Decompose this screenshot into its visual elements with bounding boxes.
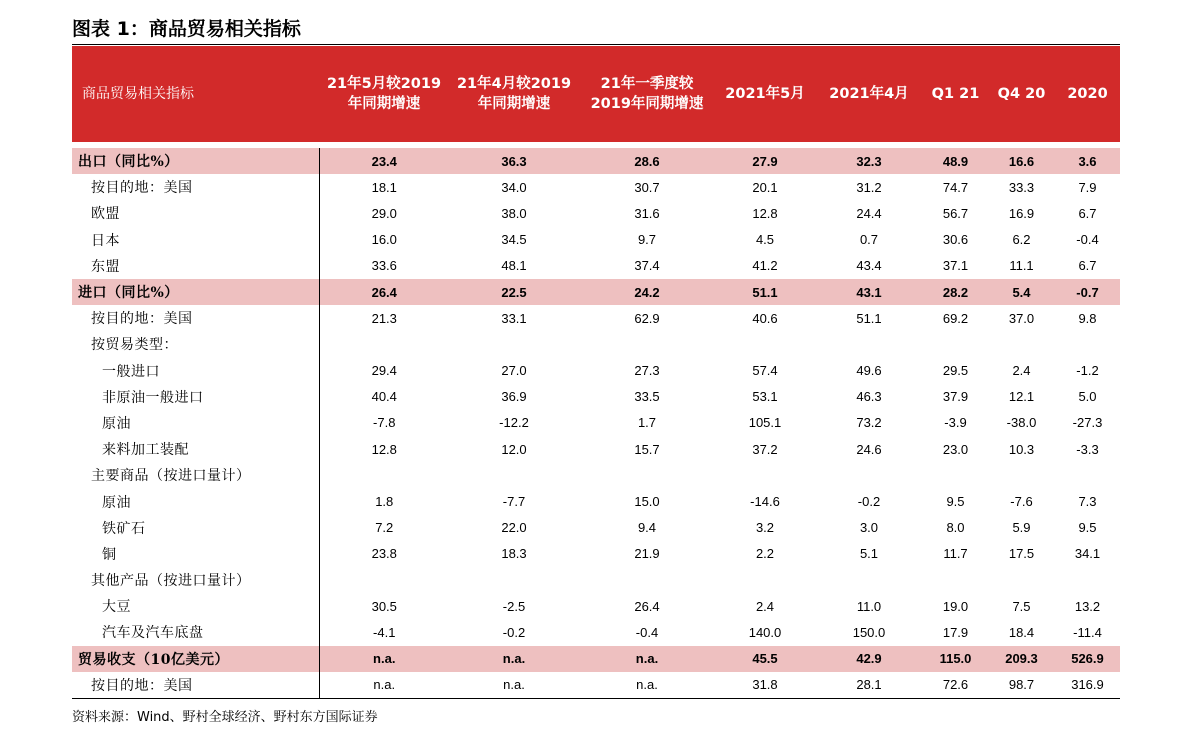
- row-label: 东盟: [91, 258, 120, 275]
- trade-indicators-table: [72, 46, 1120, 698]
- header-label: 商品贸易相关指标: [82, 86, 194, 102]
- header-col: 21年5月较2019 年同期增速: [326, 76, 442, 112]
- cell-value: 36.9: [501, 389, 527, 405]
- cell-value: -0.2: [502, 624, 526, 640]
- cell-value: 18.4: [1008, 624, 1035, 640]
- cell-value: 31.2: [856, 179, 882, 195]
- cell-value: 5.1: [859, 546, 879, 562]
- cell-value: 98.7: [1008, 677, 1035, 693]
- cell-value: 9.4: [637, 520, 657, 536]
- cell-value: 12.8: [752, 205, 778, 221]
- cell-value: -14.6: [750, 494, 780, 510]
- cell-value: 28.6: [634, 153, 660, 169]
- row-label: 大豆: [102, 599, 131, 616]
- table-row: [72, 227, 1120, 253]
- table-row: [72, 672, 1120, 698]
- table-row: [72, 541, 1120, 567]
- cell-value: 29.5: [942, 363, 969, 379]
- cell-value: [319, 567, 449, 593]
- cell-value: 40.4: [319, 384, 449, 410]
- cell-value: 3.6: [1078, 153, 1097, 169]
- cell-value: -27.3: [1072, 415, 1103, 431]
- cell-value: -0.4: [635, 624, 659, 640]
- cell-value: [1055, 331, 1120, 357]
- cell-value: 26.4: [634, 598, 660, 614]
- cell-value: 34.0: [501, 179, 527, 195]
- row-label: 铜: [102, 546, 117, 563]
- cell-value: -3.3: [1076, 441, 1099, 457]
- cell-value: 33.1: [501, 310, 527, 326]
- cell-value: [579, 462, 715, 488]
- cell-value: -0.7: [1076, 284, 1099, 300]
- cell-value: 12.1: [1008, 389, 1035, 405]
- cell-value: 5.4: [1012, 284, 1031, 300]
- row-label: 进口（同比%）: [78, 285, 179, 302]
- cell-value: 37.1: [942, 258, 969, 274]
- header-col: 21年一季度较 2019年同期增速: [590, 76, 704, 112]
- figure-title: 图表 1：商品贸易相关指标: [72, 18, 301, 40]
- cell-value: 16.0: [319, 227, 449, 253]
- cell-value: -0.2: [857, 494, 881, 510]
- header-col: 2021年5月: [725, 86, 805, 102]
- cell-value: 22.0: [501, 520, 527, 536]
- cell-value: 56.7: [942, 205, 969, 221]
- cell-value: [579, 567, 715, 593]
- cell-value: [449, 462, 579, 488]
- cell-value: 12.0: [501, 441, 527, 457]
- row-label: 非原油一般进口: [102, 389, 204, 406]
- cell-value: 48.9: [942, 153, 969, 169]
- cell-value: 5.9: [1012, 520, 1031, 536]
- cell-value: 57.4: [752, 363, 778, 379]
- cell-value: 29.0: [319, 200, 449, 226]
- source-note: 资料来源：Wind、野村全球经济、野村东方国际证券: [72, 710, 378, 725]
- cell-value: 38.0: [501, 205, 527, 221]
- cell-value: 24.6: [856, 441, 882, 457]
- cell-value: 28.1: [856, 677, 882, 693]
- cell-value: 27.3: [634, 363, 660, 379]
- cell-value: 30.5: [319, 593, 449, 619]
- cell-value: 3.2: [755, 520, 775, 536]
- table-row: [72, 593, 1120, 619]
- cell-value: -1.2: [1076, 363, 1099, 379]
- cell-value: -7.6: [1010, 494, 1033, 510]
- row-label: 日本: [91, 232, 120, 249]
- cell-value: 33.3: [1008, 179, 1035, 195]
- cell-value: 33.5: [634, 389, 660, 405]
- cell-value: -4.1: [319, 619, 449, 645]
- cell-value: 26.4: [319, 279, 449, 305]
- cell-value: 209.3: [1005, 651, 1038, 667]
- row-label: 原油: [102, 415, 131, 432]
- cell-value: 51.1: [752, 284, 778, 300]
- table-row: [72, 148, 1120, 174]
- cell-value: 115.0: [939, 651, 972, 667]
- cell-value: 18.1: [319, 174, 449, 200]
- cell-value: 36.3: [501, 153, 527, 169]
- cell-value: [1055, 462, 1120, 488]
- cell-value: 17.5: [1008, 546, 1035, 562]
- cell-value: 2.4: [755, 598, 775, 614]
- cell-value: n.a.: [503, 677, 525, 693]
- cell-value: 37.4: [634, 258, 660, 274]
- cell-value: 33.6: [319, 253, 449, 279]
- cell-value: 9.5: [946, 494, 965, 510]
- cell-value: 21.9: [634, 546, 660, 562]
- row-label: 出口（同比%）: [78, 154, 179, 171]
- cell-value: [1055, 567, 1120, 593]
- table-row: [72, 331, 1120, 357]
- cell-value: 43.1: [856, 284, 882, 300]
- table-row: [72, 515, 1120, 541]
- cell-value: 3.0: [859, 520, 879, 536]
- cell-value: [319, 462, 449, 488]
- cell-value: [815, 567, 923, 593]
- cell-value: 17.9: [942, 624, 969, 640]
- header-col: 21年4月较2019 年同期增速: [456, 76, 572, 112]
- cell-value: 53.1: [752, 389, 778, 405]
- cell-value: 9.8: [1078, 310, 1097, 326]
- cell-value: 37.0: [1008, 310, 1035, 326]
- header-col: 2021年4月: [829, 86, 909, 102]
- cell-value: 48.1: [501, 258, 527, 274]
- cell-value: 6.7: [1078, 205, 1097, 221]
- cell-value: [449, 567, 579, 593]
- table-row: [72, 174, 1120, 200]
- row-label: 欧盟: [91, 206, 120, 223]
- table-row: [72, 462, 1120, 488]
- cell-value: 9.7: [637, 232, 657, 248]
- row-label: 来料加工装配: [102, 442, 189, 459]
- cell-value: 24.4: [856, 205, 882, 221]
- cell-value: 34.1: [1074, 546, 1101, 562]
- cell-value: [815, 331, 923, 357]
- cell-value: 49.6: [856, 363, 882, 379]
- cell-value: n.a.: [636, 677, 658, 693]
- table-row: [72, 253, 1120, 279]
- cell-value: 46.3: [856, 389, 882, 405]
- cell-value: 45.5: [752, 651, 778, 667]
- cell-value: 27.0: [501, 363, 527, 379]
- cell-value: 16.9: [1008, 205, 1035, 221]
- cell-value: 23.4: [319, 148, 449, 174]
- cell-value: 11.1: [1009, 258, 1034, 274]
- cell-value: 73.2: [856, 415, 882, 431]
- cell-value: 27.9: [752, 153, 778, 169]
- header-col: 2020: [1067, 86, 1108, 102]
- cell-value: 5.0: [1078, 389, 1097, 405]
- cell-value: 150.0: [852, 624, 886, 640]
- table-row: [72, 436, 1120, 462]
- cell-value: 4.5: [755, 232, 775, 248]
- cell-value: 6.7: [1078, 258, 1097, 274]
- cell-value: 29.4: [319, 358, 449, 384]
- row-label: 按目的地：美国: [91, 311, 193, 328]
- header-col: Q1 21: [931, 86, 980, 102]
- header-col: Q4 20: [997, 86, 1046, 102]
- header-row: [72, 46, 1120, 142]
- cell-value: 0.7: [859, 232, 879, 248]
- cell-value: 316.9: [1071, 677, 1104, 693]
- cell-value: [715, 331, 815, 357]
- cell-value: 1.8: [319, 488, 449, 514]
- cell-value: n.a.: [319, 646, 449, 672]
- cell-value: [923, 331, 988, 357]
- title-rule: [72, 44, 1120, 45]
- row-label: 按目的地：美国: [91, 180, 193, 197]
- cell-value: -7.8: [319, 410, 449, 436]
- table-row: [72, 410, 1120, 436]
- cell-value: 10.3: [1008, 441, 1035, 457]
- cell-value: 74.7: [942, 179, 969, 195]
- cell-value: 15.0: [634, 494, 660, 510]
- cell-value: 34.5: [501, 232, 527, 248]
- cell-value: 105.1: [748, 415, 782, 431]
- cell-value: 19.0: [942, 598, 969, 614]
- cell-value: 62.9: [634, 310, 660, 326]
- row-label: 一般进口: [102, 363, 160, 380]
- cell-value: 1.7: [637, 415, 657, 431]
- cell-value: [579, 331, 715, 357]
- cell-value: [988, 462, 1055, 488]
- cell-value: 40.6: [752, 310, 778, 326]
- cell-value: 24.2: [634, 284, 660, 300]
- row-label: 其他产品（按进口量计）: [91, 573, 251, 590]
- cell-value: [988, 567, 1055, 593]
- table-row: [72, 384, 1120, 410]
- cell-value: 30.6: [942, 232, 969, 248]
- cell-value: 30.7: [634, 179, 660, 195]
- cell-value: [923, 567, 988, 593]
- cell-value: n.a.: [502, 651, 526, 667]
- cell-value: 12.8: [319, 436, 449, 462]
- cell-value: -12.2: [499, 415, 529, 431]
- table-row: [72, 488, 1120, 514]
- cell-value: 23.0: [942, 441, 969, 457]
- cell-value: 7.9: [1078, 179, 1097, 195]
- cell-value: [715, 462, 815, 488]
- table-row: [72, 619, 1120, 645]
- cell-value: 2.2: [755, 546, 775, 562]
- cell-value: 8.0: [946, 520, 965, 536]
- cell-value: 23.8: [319, 541, 449, 567]
- trade-table-container: [72, 46, 1120, 698]
- table-row: [72, 305, 1120, 331]
- cell-value: 28.2: [942, 284, 969, 300]
- cell-value: 18.3: [501, 546, 527, 562]
- cell-value: 9.5: [1078, 520, 1097, 536]
- row-label: 汽车及汽车底盘: [102, 625, 204, 642]
- cell-value: 7.2: [319, 515, 449, 541]
- cell-value: 31.8: [752, 677, 778, 693]
- row-label: 主要商品（按进口量计）: [91, 468, 251, 485]
- table-row: [72, 358, 1120, 384]
- table-bottom-rule: [72, 698, 1120, 699]
- cell-value: 15.7: [634, 441, 660, 457]
- cell-value: -11.4: [1073, 624, 1102, 640]
- cell-value: 37.9: [942, 389, 969, 405]
- cell-value: 11.7: [943, 546, 968, 562]
- cell-value: [923, 462, 988, 488]
- cell-value: 140.0: [748, 624, 782, 640]
- row-label: 贸易收支（10亿美元）: [78, 651, 229, 668]
- cell-value: n.a.: [635, 651, 659, 667]
- cell-value: -7.7: [502, 494, 526, 510]
- cell-value: [449, 331, 579, 357]
- table-row: [72, 200, 1120, 226]
- cell-value: [815, 462, 923, 488]
- cell-value: 51.1: [856, 310, 882, 326]
- cell-value: 43.4: [856, 258, 882, 274]
- cell-value: 526.9: [1071, 651, 1104, 667]
- table-row: [72, 567, 1120, 593]
- table-row: [72, 279, 1120, 305]
- cell-value: -3.9: [944, 415, 967, 431]
- row-label: 铁矿石: [102, 520, 146, 537]
- cell-value: 22.5: [501, 284, 527, 300]
- row-label: 按目的地：美国: [91, 677, 193, 694]
- cell-value: 37.2: [752, 441, 778, 457]
- cell-value: 41.2: [752, 258, 778, 274]
- cell-value: 72.6: [942, 677, 969, 693]
- cell-value: 16.6: [1008, 153, 1035, 169]
- cell-value: 13.2: [1074, 598, 1101, 614]
- cell-value: -38.0: [1006, 415, 1037, 431]
- cell-value: -2.5: [502, 598, 526, 614]
- cell-value: 7.3: [1078, 494, 1097, 510]
- cell-value: [715, 567, 815, 593]
- cell-value: 20.1: [752, 179, 778, 195]
- cell-value: 11.0: [856, 598, 882, 614]
- row-label: 按贸易类型：: [91, 337, 178, 354]
- cell-value: [319, 331, 449, 357]
- row-label: 原油: [102, 494, 131, 511]
- cell-value: [988, 331, 1055, 357]
- cell-value: 32.3: [856, 153, 882, 169]
- cell-value: 21.3: [319, 305, 449, 331]
- cell-value: 42.9: [856, 651, 882, 667]
- cell-value: n.a.: [319, 672, 449, 698]
- table-body: [72, 142, 1120, 698]
- cell-value: 7.5: [1012, 598, 1031, 614]
- table-row: [72, 646, 1120, 672]
- cell-value: -0.4: [1076, 232, 1099, 248]
- cell-value: 31.6: [634, 205, 660, 221]
- cell-value: 6.2: [1012, 232, 1031, 248]
- cell-value: 69.2: [942, 310, 969, 326]
- cell-value: 2.4: [1012, 363, 1031, 379]
